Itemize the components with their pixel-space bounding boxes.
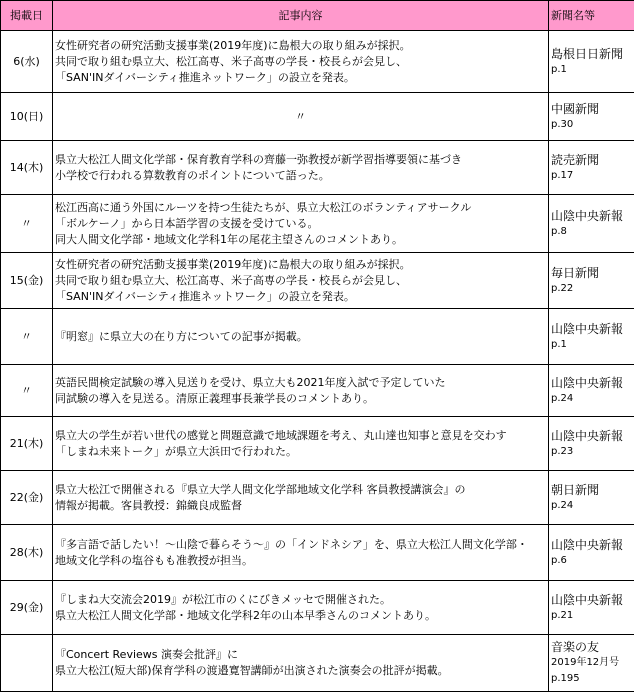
paper-cell <box>549 195 634 253</box>
date-cell: 〃 <box>1 365 53 417</box>
content-line: 『Concert Reviews 演奏会批評』に <box>55 648 239 661</box>
date-cell: 21(木) <box>1 417 53 471</box>
table-row <box>1 93 634 141</box>
content-line: 『多言語で話したい！～山陰で暮らそう～』の「インドネシア」を、県立大松江人間文化学部・ <box>55 537 528 551</box>
date-cell <box>1 635 53 692</box>
content-cell <box>53 365 549 417</box>
header-date: 掲載日 <box>1 1 53 31</box>
content-line: 共同で取り組む県立大、松江高専、米子高専の学長・校長らが会見し、 <box>55 54 407 68</box>
content-line: 地域文化学科の塩谷もも准教授が担当。 <box>55 553 253 567</box>
content-line: 「SAN'INダイバーシティ推進ネットワーク」の設立を発表。 <box>55 70 355 84</box>
content-line: 〃 <box>295 109 306 123</box>
paper-name: 山陰中央新報 <box>551 375 624 390</box>
paper-detail: p.24 <box>551 499 574 511</box>
content-cell <box>53 525 549 581</box>
content-cell <box>53 195 549 253</box>
paper-cell <box>549 309 634 365</box>
paper-name: 山陰中央新報 <box>551 537 624 552</box>
content-line: 「ボルケーノ」から日本語学習の支援を受けている。 <box>55 216 319 230</box>
header-paper: 新聞名等 <box>549 1 634 31</box>
table-row <box>1 635 634 692</box>
content-line: 『しまね大交流会2019』が松江市のくにびきメッセで開催された。 <box>55 592 391 606</box>
content-cell <box>53 253 549 309</box>
table-row <box>1 141 634 195</box>
date-cell: 15(金) <box>1 253 53 309</box>
date-cell: 〃 <box>1 195 53 253</box>
table-row <box>1 417 634 471</box>
date-cell: 22(金) <box>1 471 53 525</box>
paper-name: 山陰中央新報 <box>551 428 624 443</box>
content-cell <box>53 581 549 635</box>
content-line: 「しまね未来トーク」が県立大浜田で行われた。 <box>55 444 297 458</box>
paper-name: 音楽の友 <box>551 640 600 654</box>
paper-name: 読売新聞 <box>551 152 600 167</box>
content-cell <box>53 417 549 471</box>
paper-detail: p.22 <box>551 282 574 294</box>
content-line: 県立大の学生が若い世代の感覚と問題意識で地域課題を考え、丸山達也知事と意見を交わす <box>55 428 507 442</box>
table-row <box>1 471 634 525</box>
date-cell: 〃 <box>1 309 53 365</box>
paper-name: 毎日新聞 <box>551 265 600 280</box>
paper-cell <box>549 31 634 93</box>
paper-detail: p.195 <box>551 673 580 684</box>
content-line: 同大人間文化学部・地域文化学科1年の尾花主望さんのコメントあり。 <box>55 232 403 246</box>
paper-detail: 2019年12月号 <box>551 657 620 668</box>
paper-name: 島根日日新聞 <box>551 46 624 61</box>
paper-cell <box>549 417 634 471</box>
paper-detail: p.6 <box>551 554 567 566</box>
date-cell: 28(木) <box>1 525 53 581</box>
paper-detail: p.24 <box>551 392 574 404</box>
content-line: 県立大松江で開催される『県立大学人間文化学部地域文化学科 客員教授講演会』の <box>55 482 466 496</box>
content-line: 共同で取り組む県立大、松江高専、米子高専の学長・校長らが会見し、 <box>55 273 407 287</box>
table-row <box>1 31 634 93</box>
table-row <box>1 365 634 417</box>
content-cell <box>53 31 549 93</box>
content-line: 女性研究者の研究活動支援事業(2019年度)に島根大の取り組みが採択。 <box>55 257 411 271</box>
content-cell <box>53 635 549 692</box>
content-line: 松江西高に通う外国にルーツを持つ生徒たちが、県立大松江のボランティアサークル <box>55 200 472 214</box>
date-cell: 14(木) <box>1 141 53 195</box>
table-row <box>1 309 634 365</box>
content-cell <box>53 471 549 525</box>
paper-name: 山陰中央新報 <box>551 321 624 336</box>
date-cell: 6(水) <box>1 31 53 93</box>
date-cell: 10(日) <box>1 93 53 141</box>
paper-name: 山陰中央新報 <box>551 208 624 223</box>
paper-name: 中國新聞 <box>551 101 600 116</box>
paper-detail: p.8 <box>551 225 567 237</box>
table-row <box>1 253 634 309</box>
paper-cell <box>549 471 634 525</box>
content-line: 県立大松江(短大部)保育学科の渡邉寛智講師が出演された演奏会の批評が掲載。 <box>55 664 449 677</box>
date-cell: 29(金) <box>1 581 53 635</box>
header-content: 記事内容 <box>53 1 549 31</box>
content-line: 女性研究者の研究活動支援事業(2019年度)に島根大の取り組みが採択。 <box>55 38 411 52</box>
content-line: 小学校で行われる算数教育のポイントについて語った。 <box>55 168 330 182</box>
content-line: 同試験の導入を見送る。清原正義理事長兼学長のコメントあり。 <box>55 391 374 405</box>
paper-cell <box>549 525 634 581</box>
paper-cell <box>549 253 634 309</box>
paper-name: 山陰中央新報 <box>551 592 624 607</box>
paper-cell <box>549 141 634 195</box>
paper-detail: p.1 <box>551 338 567 350</box>
paper-cell <box>549 93 634 141</box>
paper-cell <box>549 635 634 692</box>
paper-name: 朝日新聞 <box>551 482 600 497</box>
content-cell <box>53 93 549 141</box>
paper-detail: p.23 <box>551 445 574 457</box>
content-line: 「SAN'INダイバーシティ推進ネットワーク」の設立を発表。 <box>55 289 355 303</box>
content-line: 英語民間検定試験の導入見送りを受け、県立大も2021年度入試で予定していた <box>55 375 446 389</box>
table-row <box>1 581 634 635</box>
table-row <box>1 195 634 253</box>
header-row <box>1 1 634 31</box>
table-row <box>1 525 634 581</box>
content-line: 情報が掲載。客員教授：錦織良成監督 <box>55 498 242 512</box>
content-line: 『明窓』に県立大の在り方についての記事が掲載。 <box>55 329 308 343</box>
content-line: 県立大松江人間文化学部・保育教育学科の齊藤一弥教授が新学習指導要領に基づき <box>55 152 462 166</box>
content-cell <box>53 309 549 365</box>
paper-detail: p.17 <box>551 169 574 181</box>
paper-detail: p.21 <box>551 609 574 621</box>
content-line: 県立大松江人間文化学部・地域文化学科2年の山本早季さんのコメントあり。 <box>55 608 436 622</box>
paper-detail: p.30 <box>551 118 574 130</box>
paper-cell <box>549 581 634 635</box>
content-cell <box>53 141 549 195</box>
paper-cell <box>549 365 634 417</box>
paper-detail: p.1 <box>551 63 567 75</box>
